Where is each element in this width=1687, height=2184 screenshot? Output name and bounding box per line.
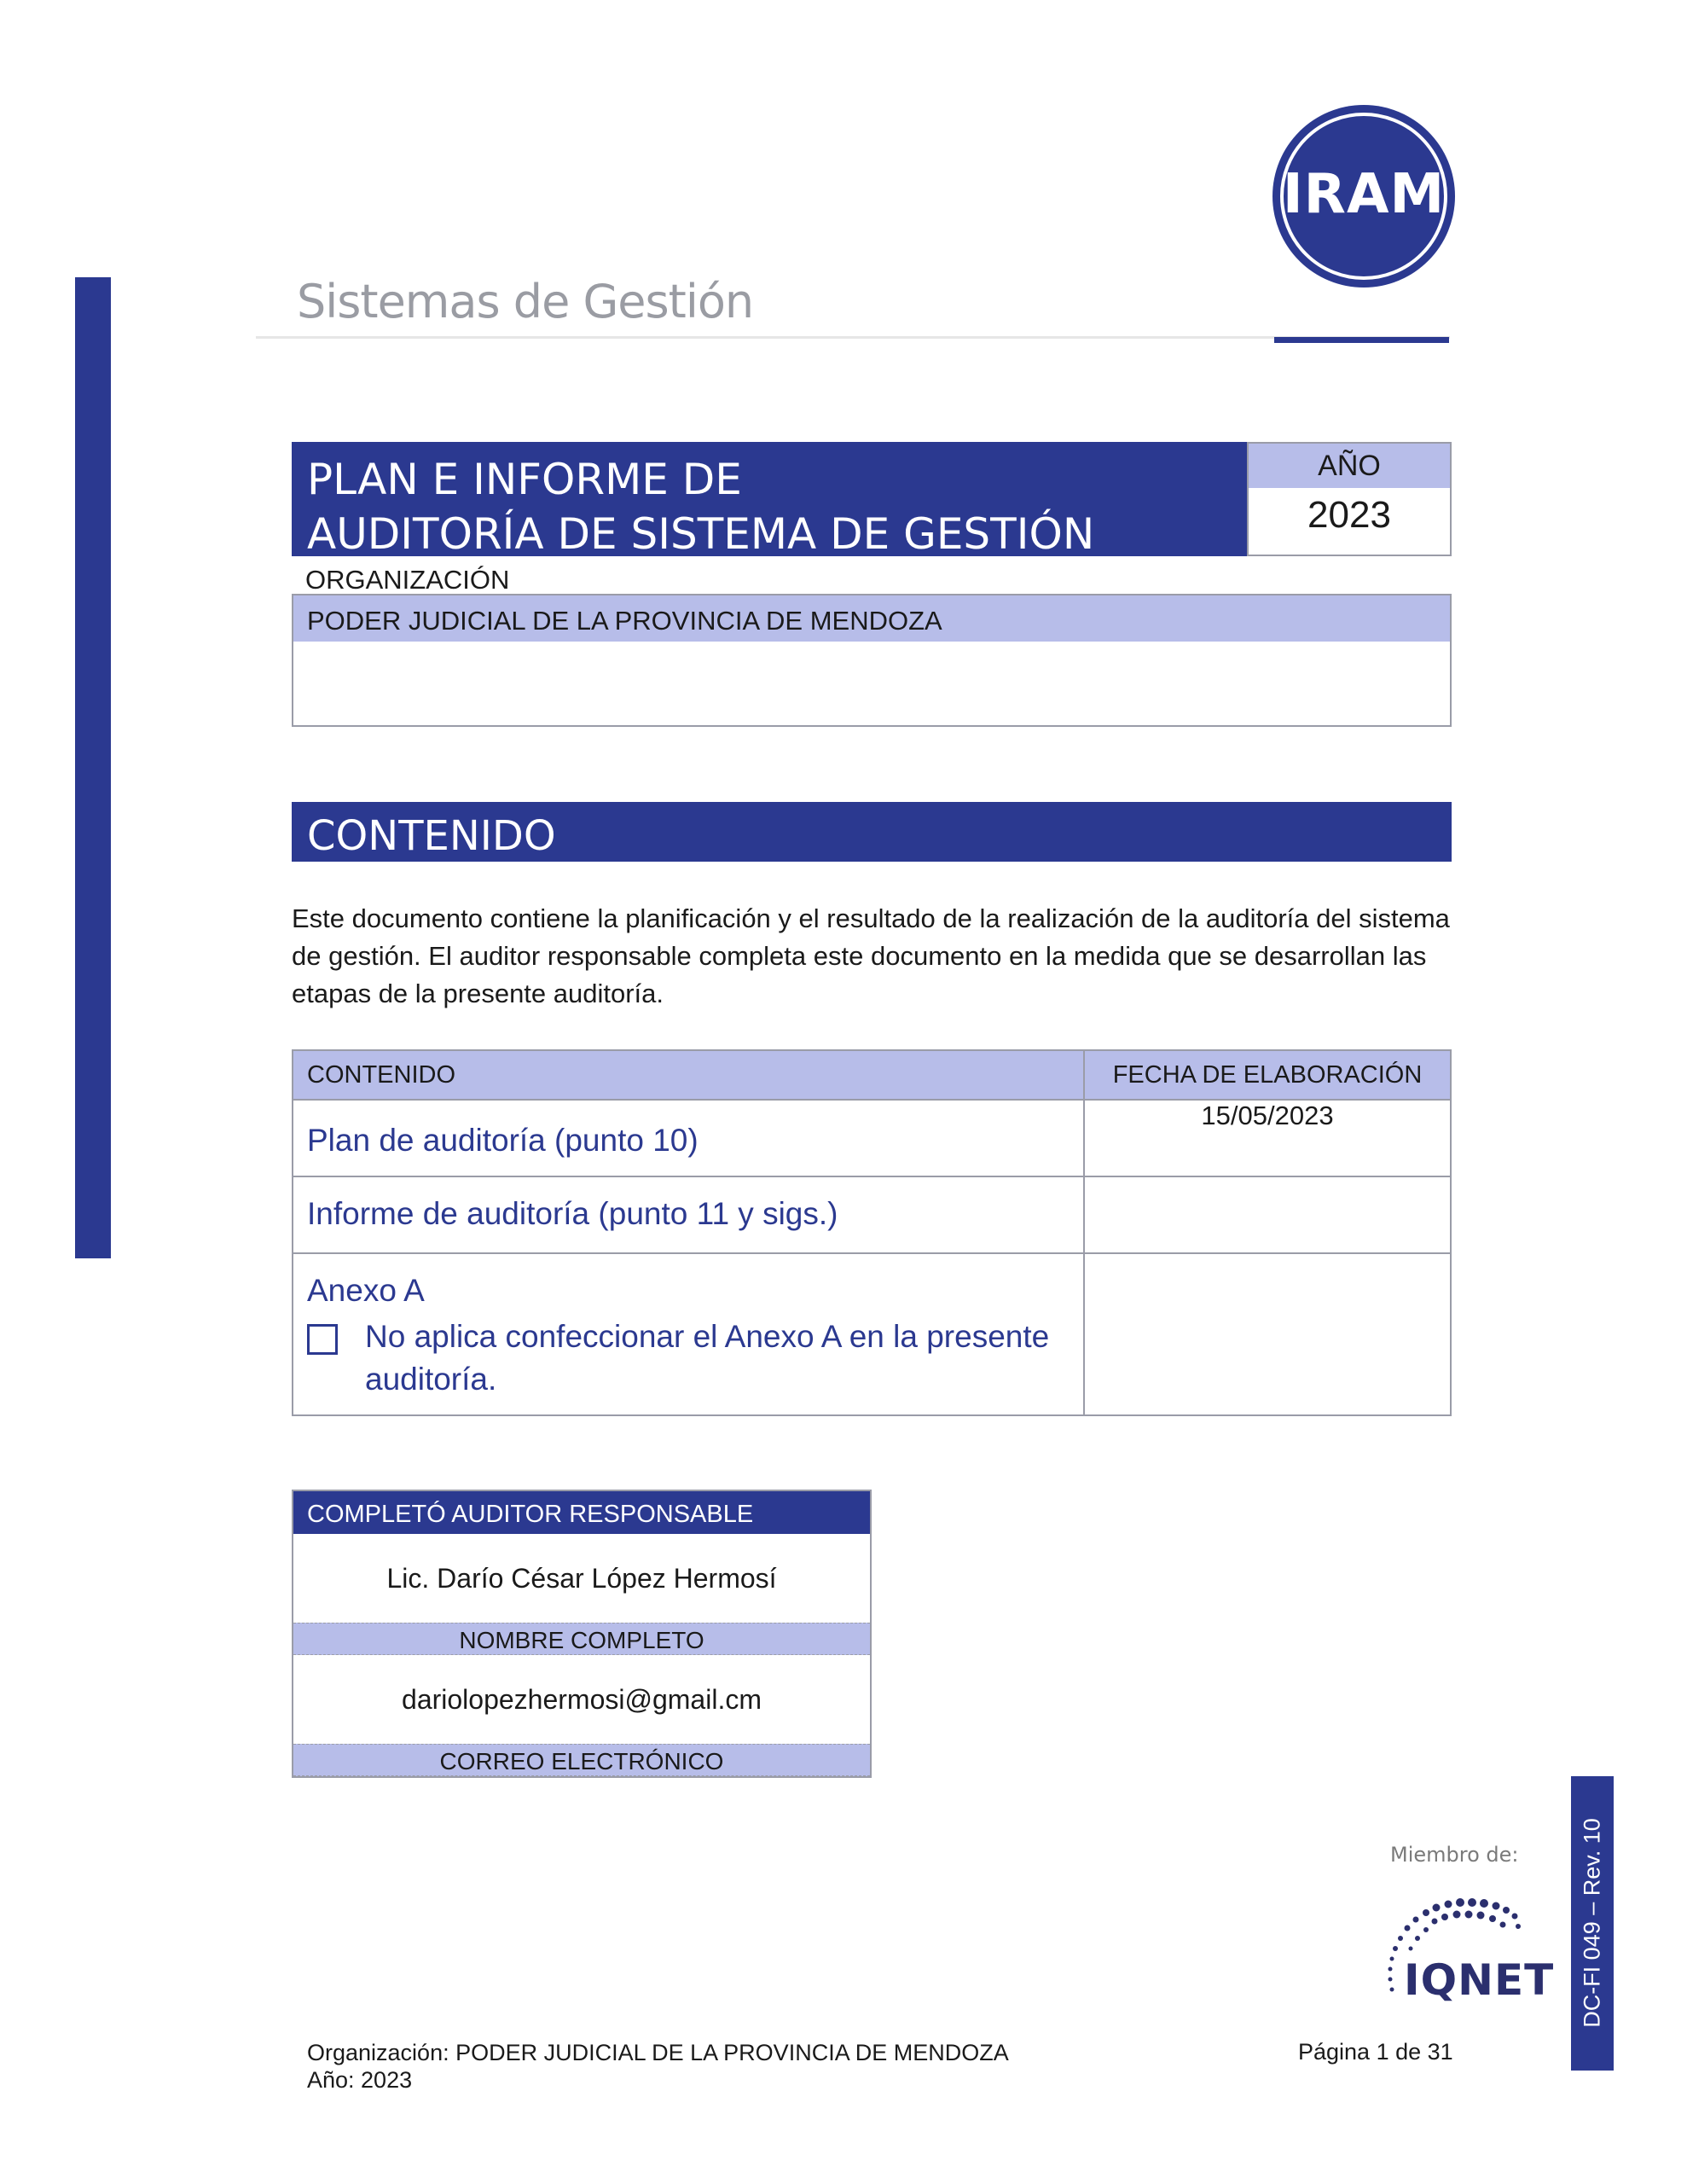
annex-checkbox-label: No aplica confeccionar el Anexo A en la presente auditoría. — [365, 1319, 1050, 1397]
brand-title: Sistemas de Gestión — [297, 275, 754, 328]
content-item: Plan de auditoría (punto 10) — [293, 1100, 1084, 1176]
header-divider — [256, 336, 1450, 339]
document-title-line2: AUDITORÍA DE SISTEMA DE GESTIÓN — [307, 509, 1095, 559]
content-table-header — [293, 1050, 1451, 1100]
member-label: Miembro de: — [1390, 1843, 1519, 1867]
organization-box — [292, 594, 1452, 727]
iram-logo — [1272, 105, 1455, 288]
auditor-name: Lic. Darío César López Hermosí — [386, 1563, 777, 1594]
auditor-header: COMPLETÓ AUDITOR RESPONSABLE — [293, 1491, 870, 1534]
table-row — [293, 1176, 1451, 1253]
content-table — [292, 1049, 1452, 1416]
table-row — [293, 1100, 1451, 1176]
iram-logo-text: IRAM — [1282, 163, 1446, 226]
organization-label: ORGANIZACIÓN — [305, 565, 510, 595]
auditor-name-label: NOMBRE COMPLETO — [293, 1623, 870, 1655]
iqnet-logo-text: IQNET — [1404, 1955, 1555, 2005]
document-code-tab — [1571, 1776, 1614, 2071]
intro-paragraph: Este documento contiene la planificación y el resultado de la realización de la auditoría del sistema de gestión. El auditor responsable completa este documento en la medida que se desarrollan las etapas de la presente auditoría. — [292, 903, 1450, 1008]
content-section-header: CONTENIDO — [292, 802, 1452, 862]
auditor-email: dariolopezhermosi@gmail.cm — [402, 1684, 762, 1715]
year-label: AÑO — [1249, 444, 1450, 488]
content-date — [1084, 1176, 1451, 1253]
annex-cell — [293, 1253, 1084, 1415]
left-accent-bar — [75, 277, 111, 1258]
organization-name: PODER JUDICIAL DE LA PROVINCIA DE MENDOZA — [293, 595, 1450, 642]
col-date-header: FECHA DE ELABORACIÓN — [1084, 1050, 1451, 1100]
content-date: 15/05/2023 — [1084, 1100, 1451, 1176]
content-item: Informe de auditoría (punto 11 y sigs.) — [293, 1176, 1084, 1253]
col-content-header: CONTENIDO — [293, 1050, 1084, 1100]
year-box — [1247, 442, 1452, 556]
document-title — [292, 442, 1247, 559]
content-item: Anexo A — [307, 1273, 425, 1308]
document-title-line1: PLAN E INFORME DE — [307, 455, 742, 504]
table-row — [293, 1253, 1451, 1415]
footer-year-line: Año: 2023 — [307, 2067, 413, 2093]
annex-not-applicable-checkbox[interactable] — [307, 1324, 338, 1355]
auditor-email-label: CORREO ELECTRÓNICO — [293, 1744, 870, 1776]
footer-organization — [307, 2039, 1009, 2094]
footer-org-line: Organización: PODER JUDICIAL DE LA PROVINCIA DE MENDOZA — [307, 2040, 1009, 2065]
year-value: 2023 — [1307, 494, 1391, 536]
annex-checkbox-row[interactable] — [307, 1321, 1070, 1401]
content-date — [1084, 1253, 1451, 1415]
header-divider-accent — [1274, 337, 1449, 343]
document-code: DC-FI 049 – Rev. 10 — [1579, 1818, 1605, 2028]
auditor-box — [292, 1490, 872, 1778]
footer-page-number: Página 1 de 31 — [1298, 2039, 1453, 2065]
